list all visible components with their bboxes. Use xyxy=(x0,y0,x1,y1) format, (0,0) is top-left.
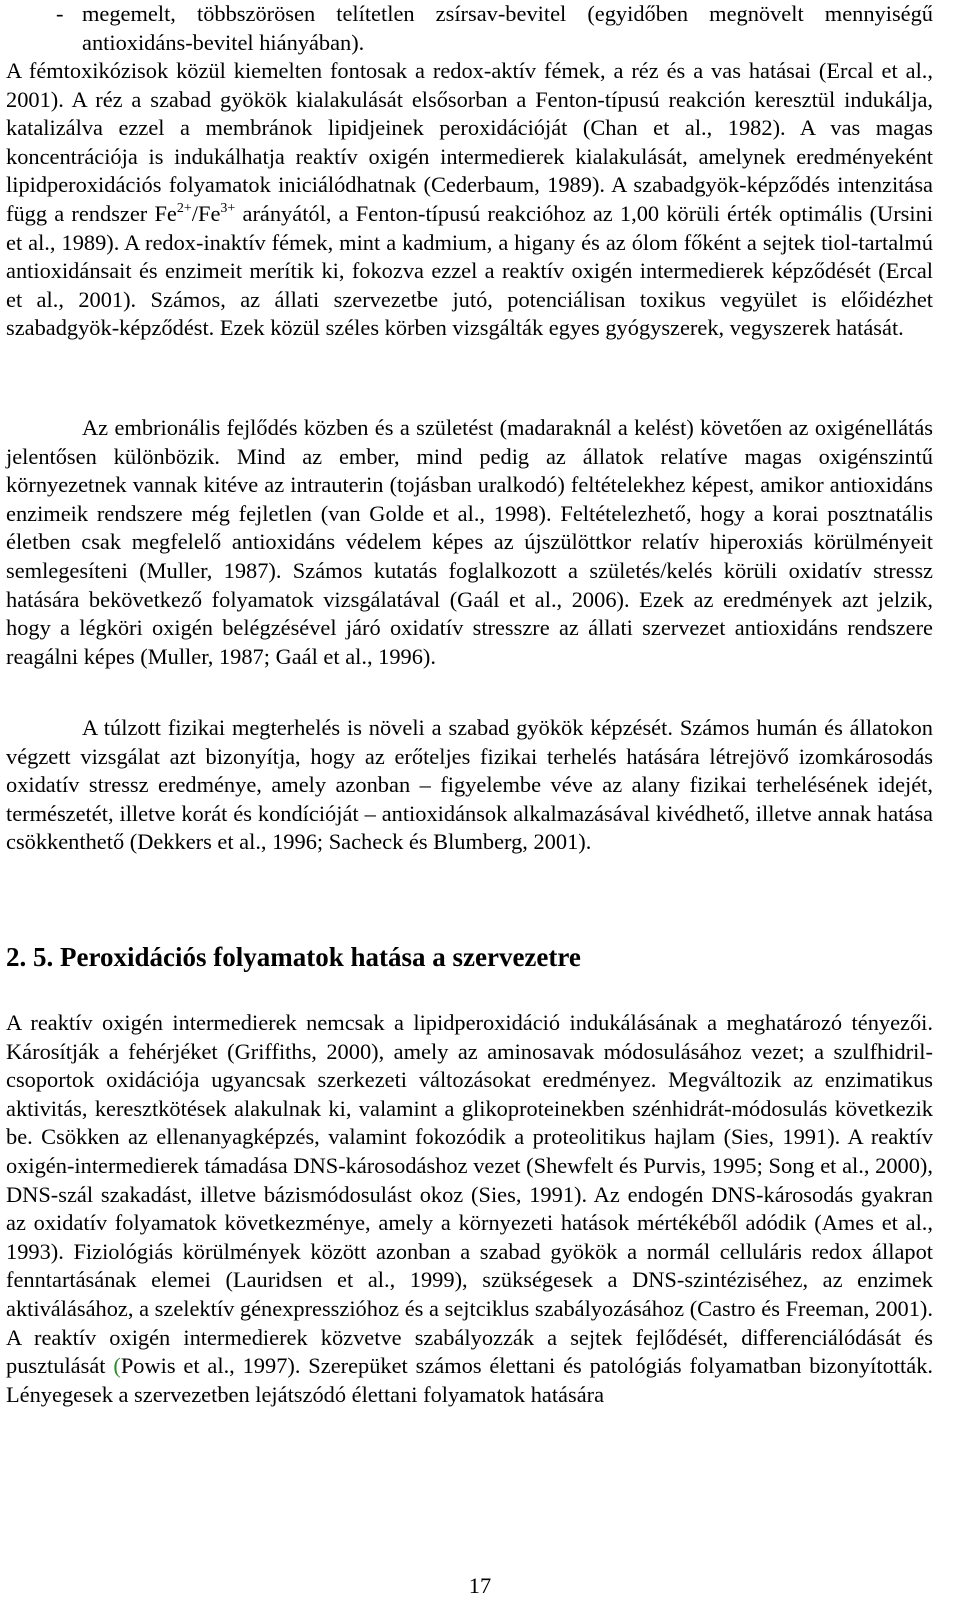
paragraph-text: Powis et al., 1997). Szerepüket számos élettani és patológiás folyamatban bizonyították. Lényegesek a szervezetben lejátszódó élettani folyamatok hatására xyxy=(6,1353,933,1407)
iron-symbol: /Fe xyxy=(191,200,221,226)
paragraph-embryonic-development: Az embrionális fejlődés közben és a születést (madaraknál a kelést) követően az oxigénellátás jelentősen különbözik. Mind az ember, mind pedig az állatok relatíve magas oxigénszintű környezetnek vannak kitéve az intrauterin (tojásban uralkodó) feltételekhez képest, amikor antioxidáns enzimeik rendszere még fejletlen (van Golde et al., 1998). Feltételezhető, hogy a korai posztnatális életben csak megfelelő antioxidáns védelem képes az újszülöttkor relatív hiperoxiás körülményeit semlegesíteni (Muller, 1987). Számos kutatás foglalkozott a születés/kelés körüli oxidatív stressz hatására bekövetkező folyamatok vizsgálatával (Gaál et al., 2006). Ezek az eredmények azt jelzik, hogy a légköri oxigén belégzésével járó oxidatív stresszre az állati szervezet antioxidáns rendszere reagálni képes (Muller, 1987; Gaál et al., 1996). xyxy=(6,415,933,669)
green-parenthesis: ( xyxy=(113,1353,121,1379)
paragraph-text: arányától, a Fenton-típusú reakcióhoz az 1,00 körüli érték optimális (Ursini et al., 1989). A redox-inaktív fémek, mint a kadmium, a higany és az ólom főként a sejtek tiol-tartalmú antioxidánsait és enzimeit merítik ki, fokozva ezzel a reaktív oxigén intermedierek képződését (Ercal et al., 2001). Számos, az állati szervezetbe jutó, potenciálisan toxikus vegyület is előidézhet szabadgyök-képződést. Ezek közül széles körben vizsgálták egyes gyógyszerek, vegyszerek hatását. xyxy=(6,200,933,341)
paragraph-text: A fémtoxikózisok közül kiemelten fontosak a redox-aktív fémek, a réz és a vas hatásai (Ercal et al., 2001). A réz a szabad gyökök kialakulását elsősorban a Fenton-típusú reakción keresztül indukálja, katalizálva ezzel a membránok lipidjeinek peroxidációját (Chan et al., 1982). A vas magas koncentrációja is indukálhatja reaktív oxigén intermedierek kialakulását, amelynek eredményeként lipidperoxidációs folyamatok iniciálódhatnak (Cederbaum, 1989). A szabadgyök-képződés intenzitása függ a rendszer xyxy=(6,58,933,226)
page-number: 17 xyxy=(468,1573,492,1598)
paragraph-physical-exertion: A túlzott fizikai megterhelés is növeli a szabad gyökök képzését. Számos humán és állatokon végzett vizsgálat azt bizonyítja, hogy az erőteljes fizikai terhelés hatására létrejövő izomkárosodás oxidatív stressz eredménye, amely azonban – figyelembe véve az alany fizikai terhelésének idejét, természetét, illetve korát és kondícióját – antioxidánsok alkalmazásával kivédhető, illetve annak hatása csökkenthető (Dekkers et al., 1996; Sacheck és Blumberg, 2001). xyxy=(6,715,933,855)
paragraph-text: A reaktív oxigén intermedierek nemcsak a lipidperoxidáció indukálásának a meghatározó tényezői. Károsítják a fehérjéket (Griffiths, 2000), amely az aminosavak módosulásához vezet; a szulfhidril-csoportok oxidációja ugyancsak szerkezeti változásokat eredményez. Megváltozik az enzimatikus aktivitás, keresztkötések alakulnak ki, valamint a glikoproteinekben szénhidrát-módosulás következik be. Csökken az ellenanyagképzés, valamint fokozódik a proteolitikus hajlam (Sies, 1991). A reaktív oxigén-intermedierek támadása DNS-károsodáshoz vezet (Shewfelt és Purvis, 1995; Song et al., 2000), DNS-szál szakadást, illetve bázismódosulást okoz (Sies, 1991). Az endogén DNS-károsodás gyakran az oxidatív folyamatok következménye, amely a környezeti hatások mértékéből adódik (Ames et al., 1993). Fiziológiás körülmények között azonban a szabad gyökök a normál celluláris redox állapot fenntartásának elemei (Lauridsen et al., 1999), szükségesek a DNS-szintéziséhez, az enzimek aktiválásához, a szelektív génexpresszióhoz és a sejtciklus szabályozásához (Castro és Freeman, 2001). A reaktív oxigén intermedierek közvetve szabályozzák a sejtek fejlődését, differenciálódását és pusztulását xyxy=(6,1010,933,1379)
charge-superscript: 3+ xyxy=(220,200,236,216)
paragraph-peroxidation-effects xyxy=(6,1009,933,1409)
iron-symbol: Fe xyxy=(154,200,177,226)
bullet-text: megemelt, többszörösen telítetlen zsírsav-bevitel (egyidőben megnövelt mennyiségű antioxidáns-bevitel hiányában). xyxy=(82,1,933,55)
bullet-item xyxy=(6,0,933,57)
paragraph-metal-toxicosis xyxy=(6,57,933,343)
bullet-dash: - xyxy=(56,1,64,26)
charge-superscript: 2+ xyxy=(176,200,192,216)
section-heading: 2. 5. Peroxidációs folyamatok hatása a szervezetre xyxy=(6,942,581,972)
